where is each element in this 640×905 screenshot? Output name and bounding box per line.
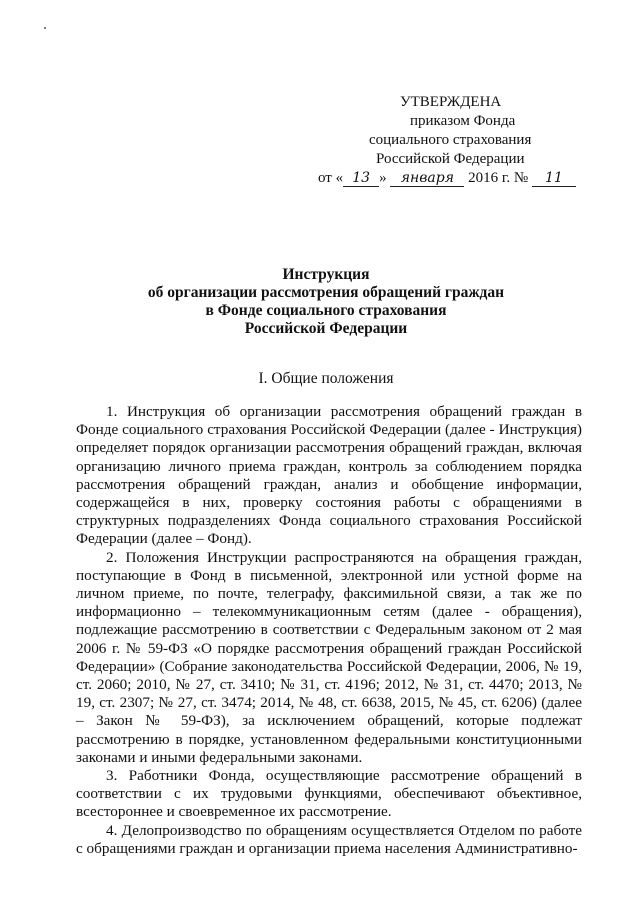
paragraph-1: 1. Инструкция об организации рассмотрения обращений граждан в Фонде социального страхования Российской Федерации (далее - Инструкция) определяет порядок организации рассмотрения обращений граждан, включая организацию личного приема граждан, контроль за соблюдением порядка рассмотрения обращений граждан, анализ и обобщение информации, содержащейся в них, проверку состояния работы с обращениями в структурных подразделениях Фонда социального страхования Российской Федерации (далее – Фонд). — [76, 403, 582, 548]
scan-speck — [44, 27, 46, 29]
approval-line-3: Российской Федерации — [376, 151, 525, 167]
order-number: 11 — [532, 171, 576, 187]
section-heading: I. Общие положения — [258, 370, 394, 387]
title-line-2: об организации рассмотрения обращений граждан — [147, 284, 505, 301]
paragraph-4: 4. Делопроизводство по обращениям осуществляется Отделом по работе с обращениями граждан и организации приема населения Административно- — [76, 821, 582, 857]
title-line-1: Инструкция — [282, 266, 370, 283]
paragraph-3: 3. Работники Фонда, осуществляющие рассмотрение обращений в соответствии с их трудовыми функциями, обеспечивают объективное, всестороннее и своевременное их рассмотрение. — [76, 767, 582, 821]
title-line-3: в Фонде социального страхования — [205, 302, 447, 319]
approval-date-line — [318, 169, 578, 188]
document-body — [76, 403, 582, 858]
date-year: 2016 г. № — [468, 170, 529, 186]
document-title — [76, 266, 576, 338]
approval-stamp — [318, 93, 578, 188]
date-prefix: от « — [318, 170, 344, 186]
title-line-4: Российской Федерации — [244, 320, 408, 337]
date-day: 13 — [343, 171, 379, 187]
date-mid: » — [379, 170, 387, 186]
paragraph-2: 2. Положения Инструкции распространяются на обращения граждан, поступающие в Фонд в письменной, электронной или устной форме на личном приеме, по почте, телеграфу, факсимильной связи, а так же по информационно – телекоммуникационным сетям (далее - обращения), подлежащие рассмотрению в соответствии с Федеральным законом от 2 мая 2006 г. № 59-ФЗ «О порядке рассмотрения обращений граждан Российской Федерации» (Собрание законодательства Российской Федерации, 2006, № 19, ст. 2060; 2010, № 27, ст. 3410; № 31, ст. 4196; 2012, № 31, ст. 4470; 2013, № 19, ст. 2307; № 27, ст. 3474; 2014, № 48, ст. 6638, 2015, № 45, ст. 6206) (далее – Закон № 59-ФЗ), за исключением обращений, которые подлежат рассмотрению в порядке, установленном федеральными конституционными законами и иными федеральными законами. — [76, 548, 582, 766]
approval-line-1: приказом Фонда — [410, 113, 516, 129]
date-month: января — [390, 171, 464, 187]
approval-heading: УТВЕРЖДЕНА — [400, 94, 502, 110]
approval-line-2: социального страхования — [369, 132, 532, 148]
